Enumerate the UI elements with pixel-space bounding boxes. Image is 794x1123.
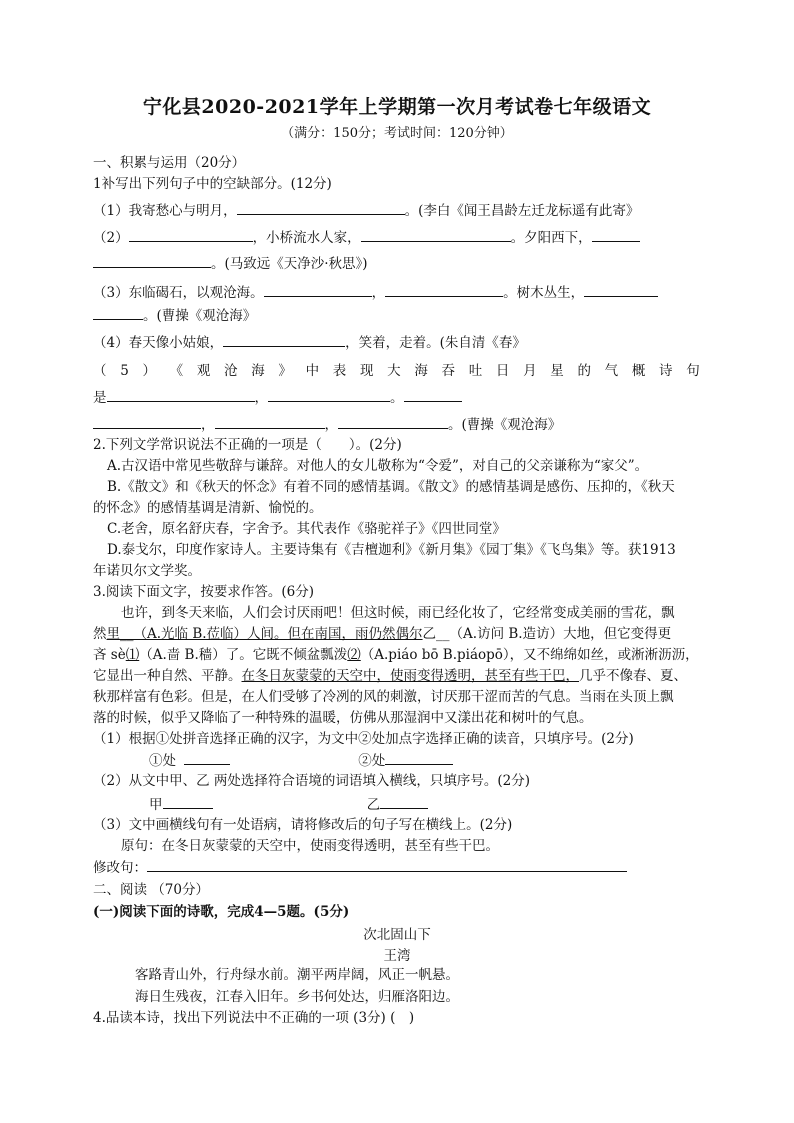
question-1-3-cont: 。(曹操《观沧海》: [93, 305, 256, 326]
question-1-5: （ 5 ） 《 观 沧 海 》 中 表 现 大 海 吞 吐 日 月 星 的 气 概 诗 句: [93, 363, 700, 379]
answer-blank[interactable]: [361, 227, 511, 242]
answer-blank[interactable]: [592, 227, 640, 242]
question-2: 2.下列文学常识说法不正确的一项是（ ）。(2分): [93, 437, 402, 453]
answer-blank[interactable]: [264, 282, 372, 297]
question-1-2-cont: 。(马致远《天净沙·秋思》): [93, 253, 368, 274]
option-a: A.古汉语中常见些敬辞与谦辞。对他人的女儿敬称为“令爱”，对自己的父亲谦称为“家父”。: [107, 458, 649, 474]
answer-blank[interactable]: [93, 253, 211, 268]
question-1-1: （1）我寄愁心与明月， 。(李白《闻王昌龄左迁龙标遥有此寄》: [93, 200, 639, 221]
passage-line: 然里__（A.光临 B.莅临）人间。但在南国，雨仍然偶尔乙__（A.访问 B.造访）大地，但它变得更: [93, 626, 672, 642]
answer-blank[interactable]: [338, 414, 448, 429]
answer-blank[interactable]: [380, 794, 428, 809]
poem-line: 客路青山外，行舟绿水前。潮平两岸阔，风正一帆悬。: [135, 967, 459, 983]
answer-blank[interactable]: [385, 750, 453, 765]
passage-line: 落的时候，似乎又降临了一种特殊的温暖，仿佛从那湿润中又漾出花和树叶的气息。: [93, 710, 593, 726]
answer-blank[interactable]: [163, 794, 213, 809]
option-b-cont: 的怀念》的感情基调是清新、愉悦的。: [93, 500, 323, 516]
answer-blank[interactable]: [129, 227, 253, 242]
original-sentence: 原句：在冬日灰蒙蒙的天空中，使雨变得透明，甚至有些干巴。: [121, 838, 499, 854]
option-d: D.泰戈尔，印度作家诗人。主要诗集有《吉檀迦利》《新月集》《园丁集》《飞鸟集》等。获1913: [107, 542, 676, 558]
question-1-4: （4）春天像小姑娘， ，笑着，走着。(朱自清《春》: [93, 332, 526, 353]
question-3-2-blanks: 甲 乙: [149, 794, 428, 815]
passage-line: 也许，到冬天来临，人们会讨厌雨吧！但这时候，雨已经化妆了，它经常变成美丽的雪花，飘: [121, 605, 675, 621]
question-3: 3.阅读下面文字，按要求作答。(6分): [93, 584, 315, 600]
poem-title: 次北固山下: [363, 927, 431, 943]
question-3-1: （1）根据①处拼音选择正确的汉字，为文中②处加点字选择正确的读音，只填序号。(2分): [93, 731, 634, 747]
exam-subtitle: （满分：150分；考试时间：120分钟）: [281, 126, 513, 141]
question-1-5-cont2: ， ， 。(曹操《观沧海》: [93, 414, 561, 435]
answer-blank[interactable]: [184, 750, 230, 765]
question-3-1-blanks: ①处 ②处: [149, 750, 453, 771]
section-one-heading: 一、积累与运用（20分）: [93, 155, 246, 171]
question-1-5-cont: 是 ， 。: [93, 387, 462, 408]
option-c: C.老舍，原名舒庆春，字舍予。其代表作《骆驼祥子》《四世同堂》: [107, 521, 506, 537]
answer-blank[interactable]: [223, 332, 345, 347]
answer-blank[interactable]: [404, 387, 462, 402]
option-b: B.《散文》和《秋天的怀念》有着不同的感情基调。《散文》的感情基调是感伤、压抑的，《秋天: [107, 479, 675, 495]
question-1-3: （3）东临碣石，以观沧海。 ， 。树木丛生，: [93, 282, 658, 303]
question-3-3: （3）文中画横线句有一处语病，请将修改后的句子写在横线上。(2分): [93, 817, 513, 833]
question-1: 1补写出下列句子中的空缺部分。(12分): [93, 176, 332, 192]
exam-title: 宁化县2020-2021学年上学期第一次月考试卷七年级语文: [142, 96, 652, 118]
answer-blank[interactable]: [215, 414, 325, 429]
answer-blank[interactable]: [385, 282, 503, 297]
revised-sentence: 修改句：: [93, 857, 627, 878]
reading-part-1: (一)阅读下面的诗歌，完成4—5题。(5分): [93, 904, 350, 920]
poem-line: 海日生残夜，江春入旧年。乡书何处达，归雁洛阳边。: [135, 989, 459, 1005]
passage-line: 它显出一种自然、平静。在冬日灰蒙蒙的天空中，使雨变得透明，甚至有些干巴，几乎不像春、夏、: [93, 668, 687, 684]
option-d-cont: 年诺贝尔文学奖。: [93, 563, 201, 579]
answer-blank[interactable]: [147, 857, 627, 872]
answer-blank[interactable]: [268, 387, 390, 402]
question-3-2: （2）从文中甲、乙 两处选择符合语境的词语填入横线，只填序号。(2分): [93, 773, 531, 789]
answer-blank[interactable]: [93, 414, 201, 429]
answer-blank[interactable]: [107, 387, 255, 402]
answer-blank[interactable]: [237, 200, 405, 215]
question-1-2: （2） ，小桥流水人家， 。夕阳西下，: [93, 227, 640, 248]
passage-line: 秋那样富有色彩。但是，在人们受够了冷冽的风的刺激，讨厌那干涩而苦的气息。当雨在头顶上飘: [93, 689, 674, 705]
question-4: 4.品读本诗，找出下列说法中不正确的一项 (3分) ( ): [93, 1010, 415, 1026]
poem-author: 王湾: [383, 948, 411, 964]
answer-blank[interactable]: [93, 305, 143, 320]
answer-blank[interactable]: [584, 282, 658, 297]
passage-line: 吝 sè⑴（A.啬 B.穑）了。它既不倾盆瓢泼⑵（A.piáo bō B.piáopō），又不绵绵如丝，或淅淅沥沥，: [93, 647, 699, 663]
section-two-heading: 二、阅读 （70分）: [93, 882, 209, 898]
